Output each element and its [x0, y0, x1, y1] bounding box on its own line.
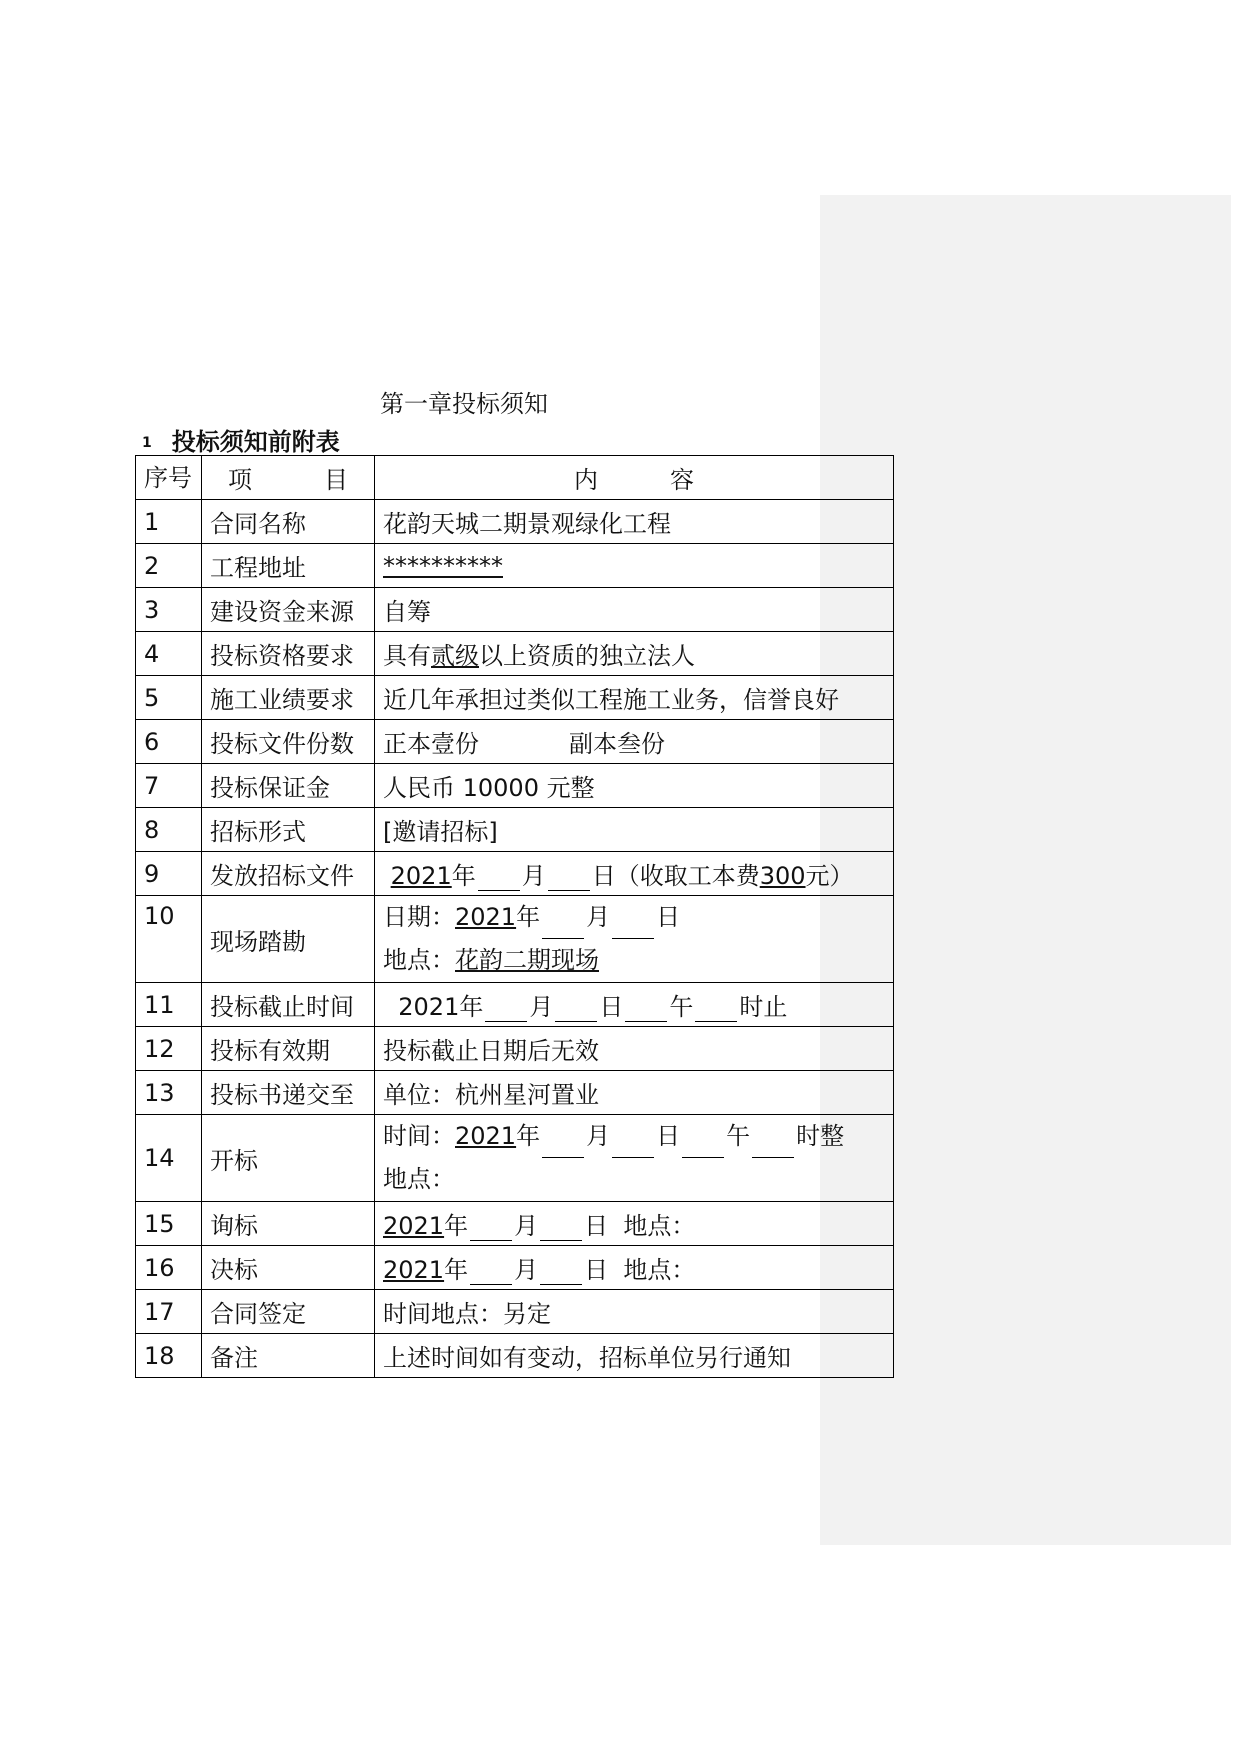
row-item: 现场踏勘 — [202, 896, 375, 983]
row-item: 投标资格要求 — [202, 632, 375, 676]
original-copies: 正本壹份 — [383, 730, 479, 758]
day-blank — [612, 912, 654, 939]
chapter-title: 第一章投标须知 — [380, 390, 548, 418]
year-unit: 年 — [444, 1256, 469, 1284]
day-blank — [555, 995, 597, 1022]
month-blank — [478, 864, 520, 891]
table-row — [136, 1290, 894, 1334]
place-label: 地点： — [383, 946, 455, 974]
year-value: 2021 — [398, 993, 460, 1021]
year-value: 2021 — [390, 862, 452, 890]
table-row — [136, 500, 894, 544]
table-row — [136, 1202, 894, 1246]
row-content — [375, 983, 894, 1027]
month-blank — [470, 1258, 512, 1285]
row-content: 投标截止日期后无效 — [375, 1027, 894, 1071]
day-blank — [548, 864, 590, 891]
year-value: 2021 — [455, 1122, 517, 1150]
content-text: 以上资质的独立法人 — [479, 642, 695, 670]
row-content — [375, 1246, 894, 1290]
day-unit: 日 — [584, 1256, 609, 1284]
row-content — [375, 852, 894, 896]
bid-appendix-table — [135, 455, 894, 1378]
row-number: 5 — [136, 676, 202, 720]
noon-blank — [682, 1131, 724, 1158]
row-item: 合同名称 — [202, 500, 375, 544]
fee-text: 元） — [805, 862, 854, 890]
day-unit: 日 — [584, 1212, 609, 1240]
noon-blank — [625, 995, 667, 1022]
table-row — [136, 676, 894, 720]
row-item: 投标保证金 — [202, 764, 375, 808]
project-address: ********** — [383, 551, 503, 580]
day-blank — [612, 1131, 654, 1158]
row-number: 16 — [136, 1246, 202, 1290]
table-row — [136, 852, 894, 896]
row-content: 自筹 — [375, 588, 894, 632]
year-unit: 年 — [516, 1122, 541, 1150]
row-content: 花韵天城二期景观绿化工程 — [375, 500, 894, 544]
month-unit: 月 — [586, 903, 611, 931]
row-content — [375, 896, 894, 983]
year-value: 2021 — [383, 1212, 445, 1240]
row-item: 发放招标文件 — [202, 852, 375, 896]
row-number: 7 — [136, 764, 202, 808]
month-blank — [470, 1214, 512, 1241]
place-value: 花韵二期现场 — [455, 946, 599, 974]
row-number: 8 — [136, 808, 202, 852]
month-unit: 月 — [586, 1122, 611, 1150]
header-seq: 序号 — [136, 456, 202, 500]
row-item: 开标 — [202, 1115, 375, 1202]
day-unit: 日 — [656, 903, 681, 931]
month-unit: 月 — [514, 1256, 539, 1284]
table-row — [136, 588, 894, 632]
year-unit: 年 — [444, 1212, 469, 1240]
table-row — [136, 808, 894, 852]
row-number: 15 — [136, 1202, 202, 1246]
row-number: 12 — [136, 1027, 202, 1071]
row-item: 投标书递交至 — [202, 1071, 375, 1115]
header-content: 内 容 — [375, 456, 894, 500]
table-row — [136, 544, 894, 588]
day-unit: 日 — [591, 862, 616, 890]
row-content: [邀请招标] — [375, 808, 894, 852]
table-row — [136, 1115, 894, 1202]
day-unit: 日 — [599, 993, 624, 1021]
place-label: 地点： — [623, 1256, 696, 1284]
row-number: 17 — [136, 1290, 202, 1334]
place-label: 地点： — [623, 1212, 696, 1240]
row-item: 备注 — [202, 1334, 375, 1378]
year-value: 2021 — [455, 903, 517, 931]
time-label: 时间： — [383, 1122, 455, 1150]
row-number: 14 — [136, 1115, 202, 1202]
row-content — [375, 544, 894, 588]
row-number: 13 — [136, 1071, 202, 1115]
row-number: 18 — [136, 1334, 202, 1378]
place-label: 地点： — [383, 1165, 455, 1193]
row-content — [375, 720, 894, 764]
row-number: 1 — [136, 500, 202, 544]
row-content: 人民币 10000 元整 — [375, 764, 894, 808]
row-item: 合同签定 — [202, 1290, 375, 1334]
qualification-grade: 贰级 — [431, 642, 479, 670]
table-row — [136, 1334, 894, 1378]
row-item: 投标截止时间 — [202, 983, 375, 1027]
table-row — [136, 983, 894, 1027]
hour-unit: 时整 — [796, 1122, 845, 1150]
row-content: 单位：杭州星河置业 — [375, 1071, 894, 1115]
row-item: 建设资金来源 — [202, 588, 375, 632]
month-blank — [542, 912, 584, 939]
row-content: 时间地点：另定 — [375, 1290, 894, 1334]
year-unit: 年 — [459, 993, 484, 1021]
hour-unit: 时止 — [739, 993, 788, 1021]
row-content: 近几年承担过类似工程施工业务，信誉良好 — [375, 676, 894, 720]
fee-text: （收取工本费 — [615, 862, 760, 890]
duplicate-copies: 副本叁份 — [569, 730, 665, 758]
row-item: 决标 — [202, 1246, 375, 1290]
table-row — [136, 764, 894, 808]
row-number: 10 — [136, 896, 202, 983]
row-item: 投标有效期 — [202, 1027, 375, 1071]
row-item: 施工业绩要求 — [202, 676, 375, 720]
day-blank — [540, 1258, 582, 1285]
table-row — [136, 896, 894, 983]
table-row — [136, 1246, 894, 1290]
hour-blank — [752, 1131, 794, 1158]
row-item: 招标形式 — [202, 808, 375, 852]
month-blank — [485, 995, 527, 1022]
noon-unit: 午 — [669, 993, 694, 1021]
row-item: 询标 — [202, 1202, 375, 1246]
content-text: 具有 — [383, 642, 431, 670]
row-number: 11 — [136, 983, 202, 1027]
day-blank — [540, 1214, 582, 1241]
hour-blank — [695, 995, 737, 1022]
header-item: 项 目 — [202, 456, 375, 500]
month-blank — [542, 1131, 584, 1158]
row-content — [375, 1202, 894, 1246]
row-content — [375, 632, 894, 676]
row-number: 3 — [136, 588, 202, 632]
year-unit: 年 — [516, 903, 541, 931]
row-item: 工程地址 — [202, 544, 375, 588]
table-row — [136, 632, 894, 676]
row-number: 4 — [136, 632, 202, 676]
row-number: 2 — [136, 544, 202, 588]
month-unit: 月 — [521, 862, 546, 890]
year-value: 2021 — [383, 1256, 445, 1284]
row-number: 9 — [136, 852, 202, 896]
table-row — [136, 1027, 894, 1071]
day-unit: 日 — [656, 1122, 681, 1150]
year-unit: 年 — [451, 862, 476, 890]
month-unit: 月 — [529, 993, 554, 1021]
date-label: 日期： — [383, 903, 455, 931]
month-unit: 月 — [514, 1212, 539, 1240]
table-row — [136, 1071, 894, 1115]
table-header-row — [136, 456, 894, 500]
row-content — [375, 1115, 894, 1202]
row-item: 投标文件份数 — [202, 720, 375, 764]
section-title: 投标须知前附表 — [171, 428, 340, 456]
row-number: 6 — [136, 720, 202, 764]
section-number: 1 — [142, 435, 152, 451]
table-row — [136, 720, 894, 764]
noon-unit: 午 — [726, 1122, 751, 1150]
row-content: 上述时间如有变动，招标单位另行通知 — [375, 1334, 894, 1378]
fee-amount: 300 — [759, 862, 806, 890]
